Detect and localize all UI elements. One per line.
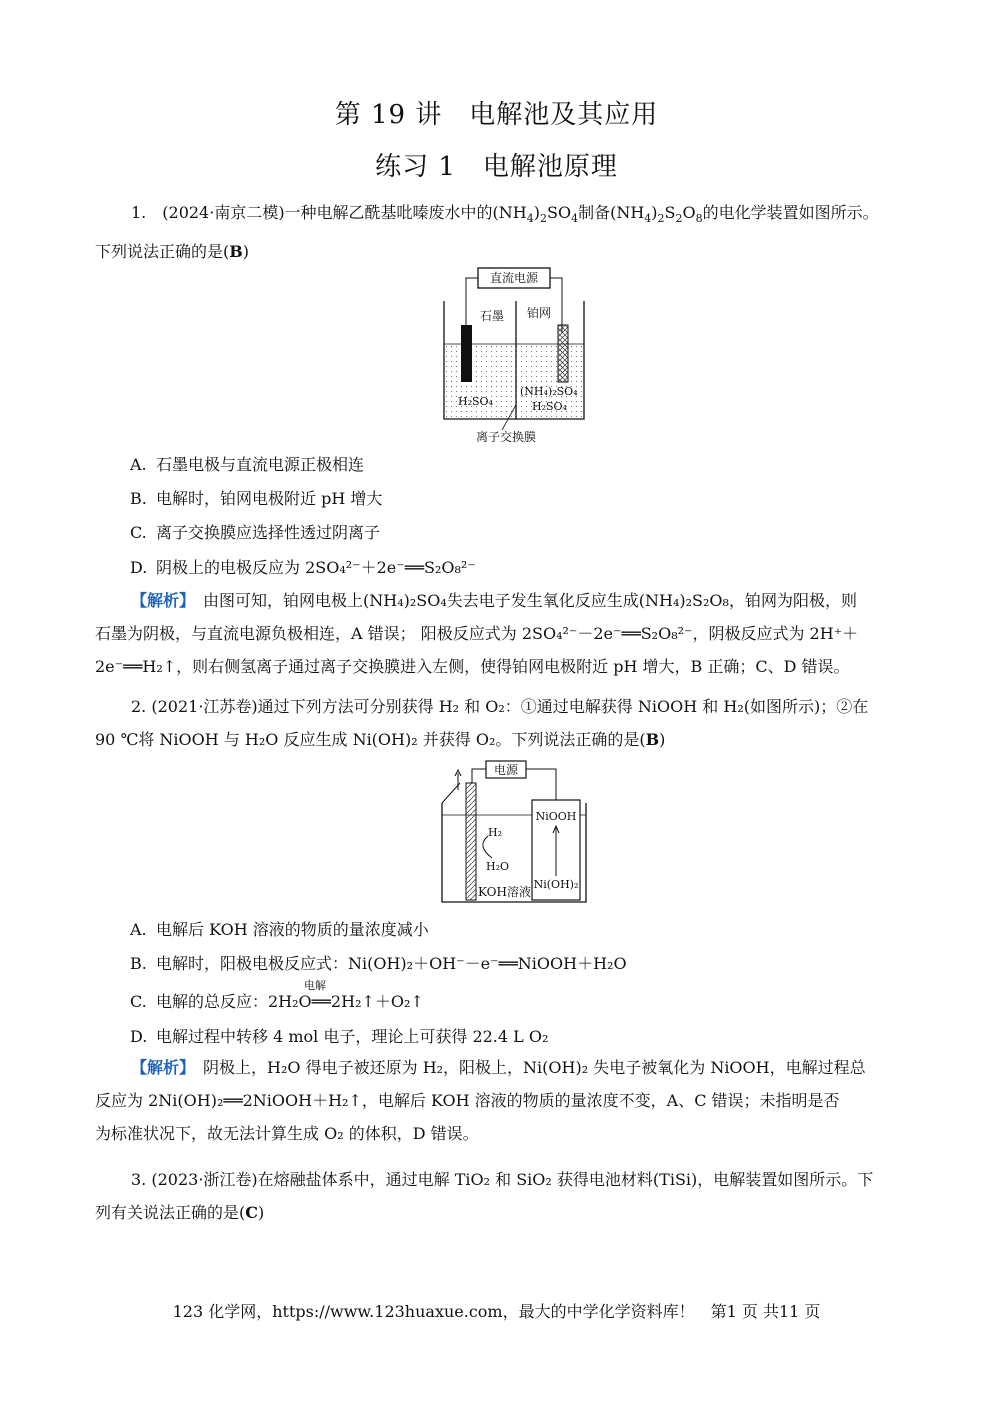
q1-option-b: B. 电解时，铂网电极附近 pH 增大	[130, 489, 383, 508]
koh-label: KOH溶液	[478, 885, 531, 899]
q2-option-d: D. 电解过程中转移 4 mol 电子，理论上可获得 22.4 L O₂	[130, 1027, 549, 1046]
q1-option-c: C. 离子交换膜应选择性透过阴离子	[130, 523, 381, 542]
q2-option-a: A. 电解后 KOH 溶液的物质的量浓度减小	[130, 920, 429, 939]
niooh-label: NiOOH	[535, 810, 577, 823]
left-solution-label: H₂SO₄	[458, 395, 493, 408]
lecture-title: 第 19 讲 电解池及其应用	[334, 100, 659, 130]
page-footer: 123 化学网，https://www.123huaxue.com，最大的中学化学资料库！ 第1 页 共11 页	[172, 1302, 821, 1321]
graphite-label: 石墨	[480, 309, 505, 323]
h2-label: H₂	[488, 826, 503, 839]
dc-power-label: 直流电源	[489, 271, 539, 285]
q2-analysis: 【解析】 阴极上，H₂O 得电子被还原为 H₂，阳极上，Ni(OH)₂ 失电子被氧化为 NiOOH，电解过程总 反应为 2Ni(OH)₂══2NiOOH＋H₂↑，电解后 KOH 溶液的物质的量浓度不变，A、C 错误；未指明是否 为标准状况下，故无法计算生成 O₂ 的体积，D 错误。	[95, 1058, 866, 1143]
cathode-electrode	[466, 783, 476, 900]
q3-answer: C	[245, 1203, 258, 1222]
platinum-mesh-electrode	[558, 325, 568, 382]
graphite-electrode	[461, 325, 472, 382]
nioh2-label: Ni(OH)₂	[533, 878, 579, 891]
q1-electrolysis-diagram	[440, 265, 590, 450]
h2o-label: H₂O	[486, 860, 510, 873]
electrolysis-condition: 电解	[304, 979, 326, 992]
q3-stem: 3. (2023·浙江卷)在熔融盐体系中，通过电解 TiO₂ 和 SiO₂ 获得电池材料(TiSi)，电解装置如图所示。下 列有关说法正确的是(C)	[95, 1170, 874, 1222]
q1-option-a: A. 石墨电极与直流电源正极相连	[130, 455, 365, 474]
platinum-label: 铂网	[527, 306, 552, 320]
q1-answer: B	[229, 242, 243, 262]
right-solution-label-1: (NH₄)₂SO₄	[520, 385, 578, 398]
q1-analysis: 【解析】 由图可知，铂网电极上(NH₄)₂SO₄失去电子发生氧化反应生成(NH₄)₂S₂O₈，铂网为阳极，则 石墨为阴极，与直流电源负极相连，A 错误； 阳极反应式为 2SO₄²⁻－2e⁻══S₂O₈²⁻，阴极反应式为 2H⁺＋ 2e⁻══H₂↑，则右侧氢离子通过离子交换膜进入左侧，使得铂网电极附近 pH 增大，B 正确；C、D 错误。	[95, 591, 859, 676]
exercise-subtitle: 练习 1 电解池原理	[375, 152, 618, 182]
q2-answer: B	[645, 730, 660, 749]
right-solution-label-2: H₂SO₄	[532, 400, 567, 413]
power-label: 电源	[493, 763, 519, 777]
analysis-tag: 【解析】	[131, 591, 188, 610]
q1-stem: 1. (2024·南京二模)一种电解乙酰基吡嗪废水中的$(NH_4)_2SO_4$制备$(NH_4)_2S_2O_8$的电化学装置如图所示。 下列说法正确的是(B)	[95, 203, 879, 262]
q2-stem: 2. (2021·江苏卷)通过下列方法可分别获得 H₂ 和 O₂：①通过电解获得 NiOOH 和 H₂(如图所示)；②在 90 ℃将 NiOOH 与 H₂O 反应生成 Ni(OH)₂ 并获得 O₂。下列说法正确的是(B)	[95, 697, 869, 749]
q2-option-b: B. 电解时，阳极电极反应式：Ni(OH)₂＋OH⁻－e⁻══NiOOH＋H₂O	[130, 954, 627, 973]
q2-option-c: C. 电解的总反应：2H₂O══2H₂↑＋O₂↑ 电解	[130, 979, 424, 1011]
q2-electrolysis-diagram	[432, 758, 592, 908]
membrane-label: 离子交换膜	[476, 430, 537, 444]
analysis-tag: 【解析】	[131, 1058, 188, 1077]
q1-option-d: D. 阴极上的电极反应为 2SO₄²⁻＋2e⁻══S₂O₈²⁻	[130, 558, 476, 577]
